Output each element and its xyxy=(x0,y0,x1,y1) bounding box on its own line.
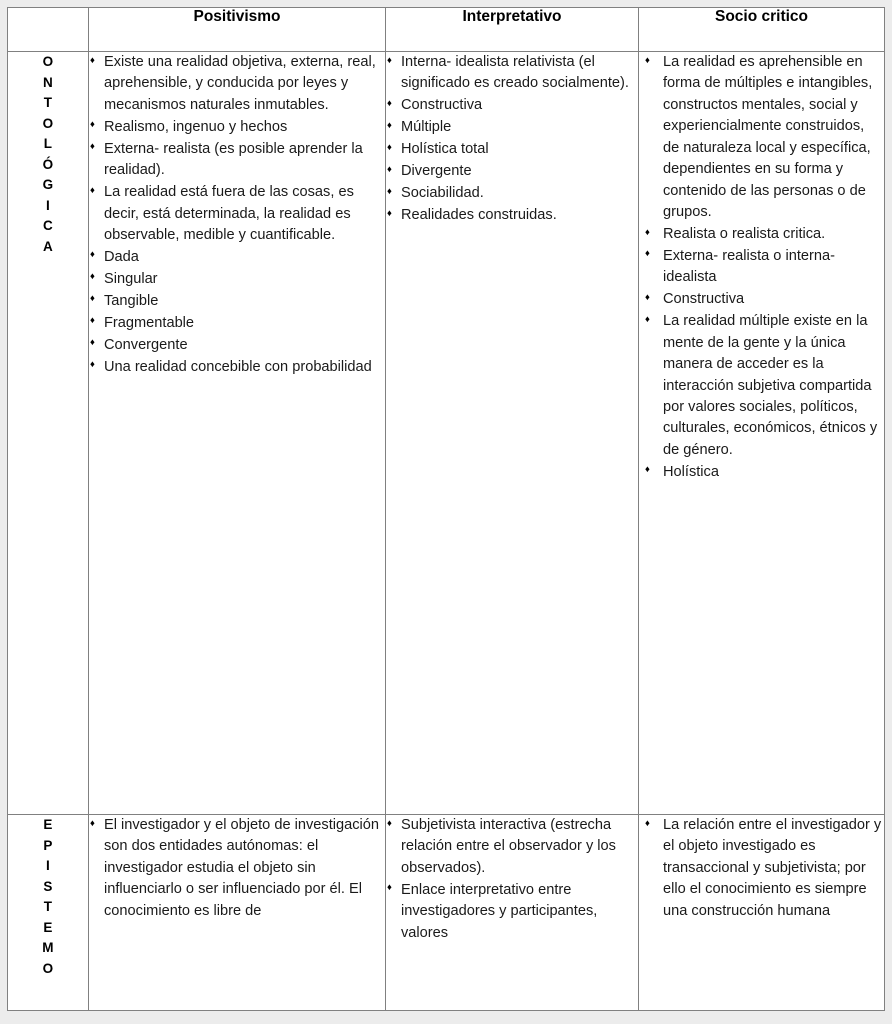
list-item: ♦ Una realidad concebible con probabilidad xyxy=(89,357,385,378)
row-label-letter: O xyxy=(42,54,54,69)
table-row xyxy=(8,815,885,1011)
row-label-epistemo xyxy=(8,815,89,1011)
row-label-ontologica xyxy=(8,52,89,815)
header-cell-positivismo: Positivismo xyxy=(89,8,386,52)
row-label-letter: I xyxy=(46,197,50,213)
bullet-list xyxy=(89,815,385,922)
row-label-letter: P xyxy=(43,837,53,853)
list-item: ♦ Convergente xyxy=(89,335,385,356)
row-label-letter: N xyxy=(43,74,53,90)
row-label-letter: S xyxy=(43,878,53,894)
list-item: ♦ La realidad está fuera de las cosas, es decir, está determinada, la realidad es observable, medible y cuantificable. xyxy=(89,182,385,246)
header-cell-socio-critico: Socio critico xyxy=(639,8,885,52)
list-item: ♦ Constructiva xyxy=(386,95,638,116)
row-label-letter: O xyxy=(42,960,54,976)
list-item: ♦ El investigador y el objeto de investigación son dos entidades autónomas: el investigador estudia el objeto sin influenciarlo o ser influenciado por él. El conocimiento es libre de xyxy=(89,815,385,922)
row-label-letter: I xyxy=(46,858,50,874)
list-item: ♦ Tangible xyxy=(89,291,385,312)
list-item: ♦ Constructiva xyxy=(639,289,884,310)
list-item: ♦ Enlace interpretativo entre investigadores y participantes, valores xyxy=(386,880,638,944)
list-item: ♦ Realista o realista critica. xyxy=(639,224,884,245)
list-item: ♦ Divergente xyxy=(386,161,638,182)
row-label-letter: E xyxy=(43,817,53,832)
list-item: ♦ La realidad es aprehensible en forma de múltiples e intangibles, constructos mentales, social y experiencialmente construidos, de naturaleza local y específica, dependientes en su forma y contenido de las personas o de grupos. xyxy=(639,52,884,224)
row-label-letter: C xyxy=(43,218,53,234)
list-item: ♦ Fragmentable xyxy=(89,313,385,334)
row-label-letter: T xyxy=(43,899,53,915)
header-cell-interpretativo: Interpretativo xyxy=(386,8,639,52)
list-item: ♦ Realismo, ingenuo y hechos xyxy=(89,117,385,138)
list-item: ♦ Existe una realidad objetiva, externa, real, aprehensible, y conducida por leyes y mecanismos naturales inmutables. xyxy=(89,52,385,116)
header-row xyxy=(8,8,885,52)
row-label-letter: T xyxy=(43,95,53,111)
table-row xyxy=(8,52,885,815)
list-item: ♦ Holística xyxy=(639,462,884,483)
list-item: ♦ Externa- realista o interna- idealista xyxy=(639,246,884,289)
cell-epistemo-socio-critico xyxy=(639,815,885,1011)
row-label-letter: E xyxy=(43,919,53,935)
row-label-letter: A xyxy=(43,238,53,254)
bullet-list xyxy=(386,52,638,227)
list-item: ♦ Realidades construidas. xyxy=(386,205,638,226)
row-label-letter: M xyxy=(42,940,54,956)
cell-epistemo-positivismo xyxy=(89,815,386,1011)
bullet-list xyxy=(639,815,884,922)
table-body xyxy=(8,52,885,1011)
row-label-letter: Ó xyxy=(42,156,54,172)
cell-ontologica-interpretativo xyxy=(386,52,639,815)
list-item: ♦ La relación entre el investigador y el objeto investigado es transaccional y subjetivista; por ello el conocimiento es siempre una construcción humana xyxy=(639,815,884,922)
bullet-list xyxy=(386,815,638,944)
cell-epistemo-interpretativo xyxy=(386,815,639,1011)
list-item: ♦ Holística total xyxy=(386,139,638,160)
paradigms-comparison-table xyxy=(7,7,885,1011)
list-item: ♦ Dada xyxy=(89,247,385,268)
table-header xyxy=(8,8,885,52)
cell-ontologica-socio-critico xyxy=(639,52,885,815)
row-label-letter: O xyxy=(42,115,54,131)
row-label-letter: L xyxy=(43,136,53,152)
bullet-list xyxy=(639,52,884,483)
list-item: ♦ Externa- realista (es posible aprender la realidad). xyxy=(89,139,385,182)
cell-ontologica-positivismo xyxy=(89,52,386,815)
list-item: ♦ Subjetivista interactiva (estrecha relación entre el observador y los observados). xyxy=(386,815,638,879)
list-item: ♦ Singular xyxy=(89,269,385,290)
bullet-list xyxy=(89,52,385,378)
list-item: ♦ Sociabilidad. xyxy=(386,183,638,204)
row-label-letter: G xyxy=(42,177,54,193)
list-item: ♦ Interna- idealista relativista (el significado es creado socialmente). xyxy=(386,52,638,95)
list-item: ♦ Múltiple xyxy=(386,117,638,138)
header-cell-row-label xyxy=(8,8,89,52)
list-item: ♦ La realidad múltiple existe en la mente de la gente y la única manera de acceder es la interacción subjetiva compartida por valores sociales, políticos, culturales, económicos, étnicos y de género. xyxy=(639,311,884,461)
